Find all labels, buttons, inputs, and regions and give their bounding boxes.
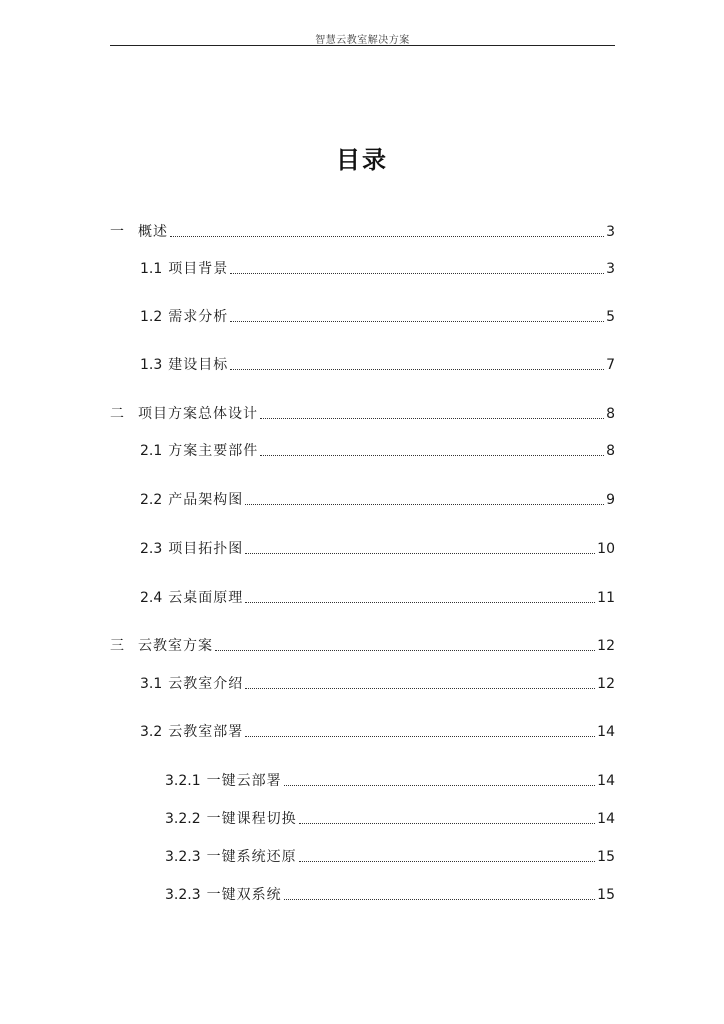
toc-entry-page: 14 — [597, 773, 615, 789]
toc-entry-3-2-2[interactable] — [165, 809, 615, 829]
toc-entry-3-1[interactable] — [140, 674, 615, 694]
toc-entry-number: 2.2 — [140, 492, 163, 508]
dot-leader — [299, 823, 596, 824]
toc-entry-number: 2.1 — [140, 443, 163, 459]
toc-entry-text: 项目拓扑图 — [168, 541, 244, 557]
toc-entry-number: 三 — [110, 638, 124, 654]
toc-entry-text: 方案主要部件 — [168, 443, 259, 459]
toc-entry-number: 2.4 — [140, 590, 163, 606]
toc-entry-page: 15 — [597, 887, 615, 903]
dot-leader — [260, 418, 604, 419]
dot-leader — [230, 321, 604, 322]
toc-entry-text: 一键系统还原 — [206, 849, 297, 865]
toc-entry-text: 一键课程切换 — [206, 811, 297, 827]
toc-entry-3[interactable] — [110, 636, 615, 656]
toc-entry-number: 1.2 — [140, 309, 163, 325]
toc-entry-number: 一 — [110, 224, 124, 240]
toc-entry-3-2-1[interactable] — [165, 771, 615, 791]
dot-leader — [230, 273, 604, 274]
toc-entry-page: 7 — [606, 357, 615, 373]
toc-entry-3-2-4[interactable] — [165, 885, 615, 905]
toc-entry-number: 3.2.1 — [165, 773, 201, 789]
toc-title: 目录 — [336, 146, 388, 174]
toc-entry-page: 10 — [597, 541, 615, 557]
toc-entry-page: 12 — [597, 638, 615, 654]
toc-entry-text: 云教室部署 — [168, 724, 244, 740]
toc-entry-text: 一键云部署 — [206, 773, 282, 789]
toc-entry-2-1[interactable] — [140, 441, 615, 461]
toc-entry-page: 14 — [597, 724, 615, 740]
toc-entry-text: 项目背景 — [168, 261, 229, 277]
dot-leader — [245, 736, 595, 737]
toc-entry-page: 14 — [597, 811, 615, 827]
toc-entry-page: 8 — [606, 443, 615, 459]
dot-leader — [170, 236, 604, 237]
toc-entry-2-4[interactable] — [140, 588, 615, 608]
toc-entry-number: 3.1 — [140, 676, 163, 692]
toc-entry-number: 3.2.2 — [165, 811, 201, 827]
toc-entry-2-2[interactable] — [140, 490, 615, 510]
dot-leader — [245, 688, 595, 689]
toc-entry-number: 2.3 — [140, 541, 163, 557]
toc-entry-3-2[interactable] — [140, 722, 615, 742]
toc-entry-1-2[interactable] — [140, 307, 615, 327]
toc-entry-page: 12 — [597, 676, 615, 692]
toc-entry-page: 8 — [606, 406, 615, 422]
toc-entry-number: 1.3 — [140, 357, 163, 373]
toc-entry-1-1[interactable] — [140, 259, 615, 279]
dot-leader — [245, 504, 604, 505]
dot-leader — [230, 369, 604, 370]
header-title: 智慧云教室解决方案 — [315, 35, 410, 46]
dot-leader — [299, 861, 596, 862]
toc-entry-text: 产品架构图 — [168, 492, 244, 508]
toc-entry-number: 3.2 — [140, 724, 163, 740]
toc-entry-text: 云教室介绍 — [168, 676, 244, 692]
toc-entry-page: 11 — [597, 590, 615, 606]
toc-entry-page: 5 — [606, 309, 615, 325]
toc-entry-text: 云桌面原理 — [168, 590, 244, 606]
toc-entry-3-2-3[interactable] — [165, 847, 615, 867]
dot-leader — [260, 455, 604, 456]
toc-entry-1-3[interactable] — [140, 355, 615, 375]
toc-entry-text: 云教室方案 — [138, 638, 213, 654]
toc-entry-page: 3 — [606, 224, 615, 240]
toc-entry-page: 3 — [606, 261, 615, 277]
toc-entry-2-3[interactable] — [140, 539, 615, 559]
toc-entry-text: 建设目标 — [168, 357, 229, 373]
dot-leader — [245, 602, 595, 603]
toc-entry-2[interactable] — [110, 404, 615, 424]
toc-entry-number: 3.2.3 — [165, 849, 201, 865]
toc-entry-text: 需求分析 — [168, 309, 229, 325]
dot-leader — [284, 785, 596, 786]
dot-leader — [215, 650, 595, 651]
dot-leader — [284, 899, 596, 900]
toc-entry-number: 二 — [110, 406, 124, 422]
dot-leader — [245, 553, 595, 554]
toc-entry-page: 9 — [606, 492, 615, 508]
toc-entry-page: 15 — [597, 849, 615, 865]
page-header — [110, 26, 615, 46]
toc-entry-number: 3.2.3 — [165, 887, 201, 903]
toc-entry-text: 项目方案总体设计 — [138, 406, 258, 422]
toc-entry-text: 概述 — [138, 224, 168, 240]
toc-entry-1[interactable] — [110, 222, 615, 242]
toc-entry-number: 1.1 — [140, 261, 163, 277]
toc-entry-text: 一键双系统 — [206, 887, 282, 903]
